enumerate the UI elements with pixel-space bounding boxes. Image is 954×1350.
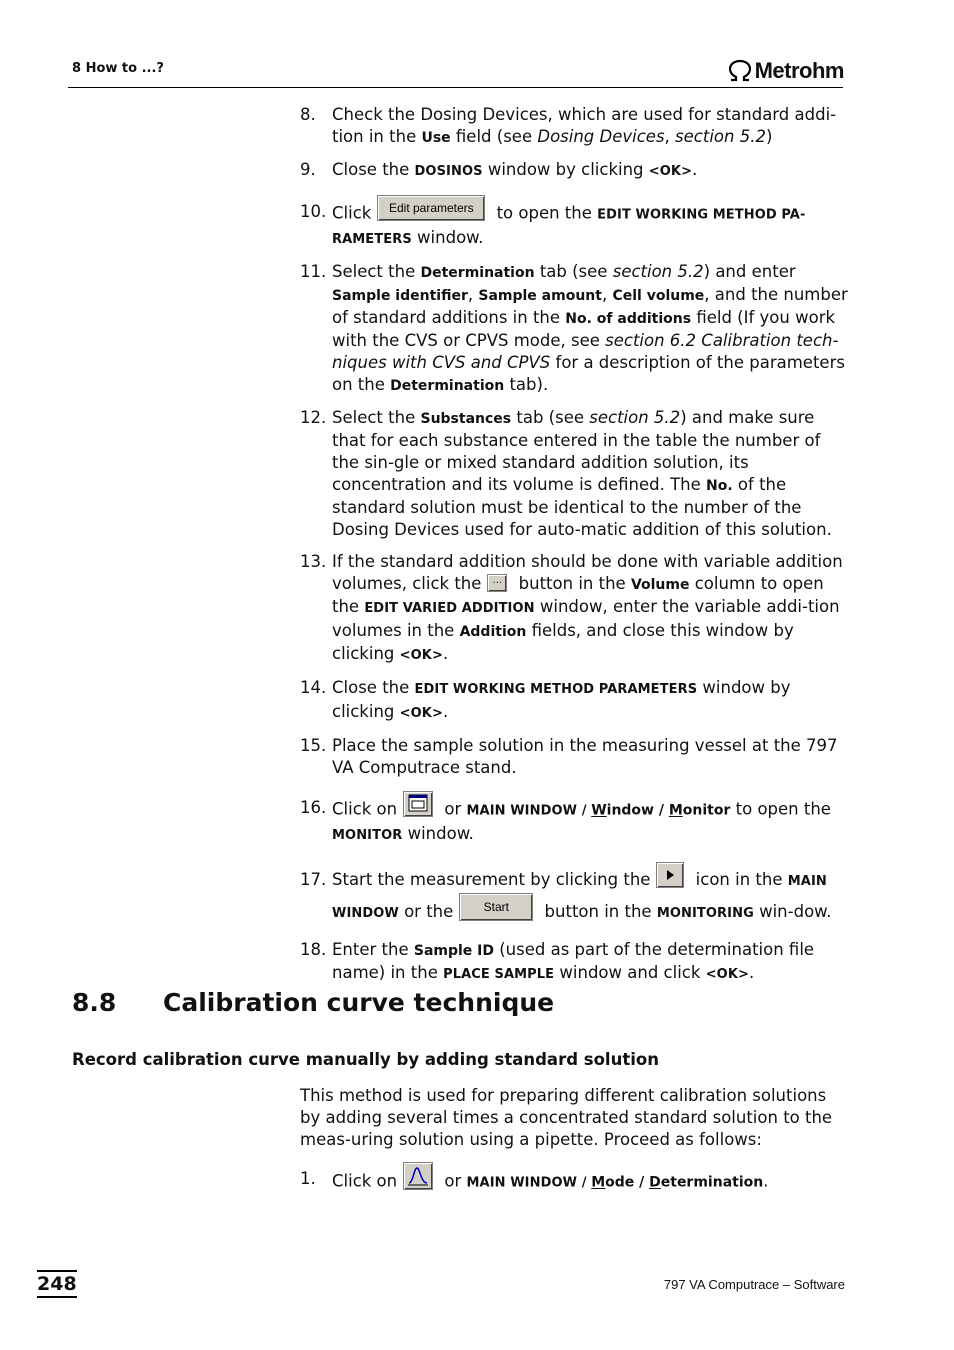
play-icon[interactable]	[656, 862, 684, 888]
step-14	[300, 677, 848, 725]
step-8	[300, 104, 848, 149]
section-number: 8.8	[72, 988, 117, 1017]
step-number: 10.	[300, 202, 327, 221]
step-11	[300, 261, 848, 397]
page-number: 248	[37, 1270, 77, 1298]
step-number: 12.	[300, 408, 327, 427]
step-number: 9.	[300, 160, 316, 179]
omega-logo-icon	[727, 59, 753, 83]
step-1	[300, 1168, 848, 1196]
step-text: Close the EDIT WORKING METHOD PARAMETERS window by clicking <OK>.	[332, 678, 791, 721]
step-15	[300, 735, 848, 779]
step-17	[300, 865, 848, 929]
edit-parameters-button[interactable]: Edit parameters	[377, 195, 485, 221]
step-text: Click on or MAIN WINDOW / Window / Monitor to open the MONITOR window.	[332, 797, 848, 847]
running-header-chapter: 8 How to ...?	[72, 61, 164, 76]
procedure-steps	[300, 104, 848, 996]
step-10	[300, 201, 848, 251]
step-text: Click Edit parameters to open the EDIT WORKING METHOD PA-RAMETERS window.	[332, 201, 848, 251]
step-number: 18.	[300, 940, 327, 959]
step-number: 14.	[300, 678, 327, 697]
header-rule	[68, 87, 843, 88]
determination-curve-icon[interactable]	[403, 1162, 433, 1190]
step-text: Select the Substances tab (see section 5.2) and make sure that for each substance entered in the table the number of the sin-gle or mixed standard addition solution, its concentration and its volume is defined. The No. of the standard solution must be identical to the number of the Dosing Devices used for auto-matic addition of this solution.	[332, 408, 832, 539]
footer-title: 797 VA Computrace – Software	[663, 1277, 845, 1292]
start-button[interactable]: Start	[459, 893, 533, 921]
step-number: 13.	[300, 552, 327, 571]
step-number: 17.	[300, 870, 327, 889]
step-18	[300, 939, 848, 986]
step-12	[300, 407, 848, 541]
step-13	[300, 551, 848, 667]
logo-text: Metrohm	[754, 58, 844, 83]
section-heading	[72, 988, 554, 1017]
section-title: Calibration curve technique	[163, 988, 555, 1017]
step-9	[300, 159, 848, 183]
intro-paragraph: This method is used for preparing different calibration solutions by adding several times a concentrated standard solution to the meas-uring solution using a pipette. Proceed as follows:	[300, 1086, 833, 1149]
ellipsis-button[interactable]: ...	[487, 574, 507, 592]
step-text: Place the sample solution in the measuring vessel at the 797 VA Computrace stand.	[332, 736, 838, 777]
step-number: 8.	[300, 105, 316, 124]
step-text: Select the Determination tab (see section 5.2) and enter Sample identifier, Sample amount, Cell volume, and the number of standard additions in the No. of additions field (If you work with the CVS or CPVS mode, see section 6.2 Calibration tech-niques with CVS and CPVS for a description of the parameters on the Determination tab).	[332, 262, 848, 394]
step-16	[300, 797, 848, 847]
step-text: If the standard addition should be done with variable addition volumes, click the ... button in the Volume column to open the EDIT VARIED ADDITION window, enter the variable addi-tion volumes in the Addition fields, and close this window by clicking <OK>.	[332, 552, 843, 663]
step-text: Enter the Sample ID (used as part of the determination file name) in the PLACE SAMPLE window and click <OK>.	[332, 940, 815, 982]
step-number: 15.	[300, 736, 327, 755]
step-number: 1.	[300, 1169, 316, 1188]
step-number: 11.	[300, 262, 327, 281]
step-text: Check the Dosing Devices, which are used for standard addi-tion in the Use field (see Dosing Devices, section 5.2)	[332, 105, 837, 146]
step-text: Start the measurement by clicking the icon in the MAIN WINDOW or the Start button in the MONITORING win-dow.	[332, 865, 848, 929]
subsection-heading: Record calibration curve manually by adding standard solution	[72, 1050, 659, 1069]
step-text: Close the DOSINOS window by clicking <OK>.	[332, 160, 698, 179]
step-number: 16.	[300, 798, 327, 817]
step-text: Click on or MAIN WINDOW / Mode / Determination.	[332, 1168, 848, 1196]
metrohm-logo	[727, 58, 844, 84]
monitor-window-icon[interactable]	[403, 791, 433, 817]
